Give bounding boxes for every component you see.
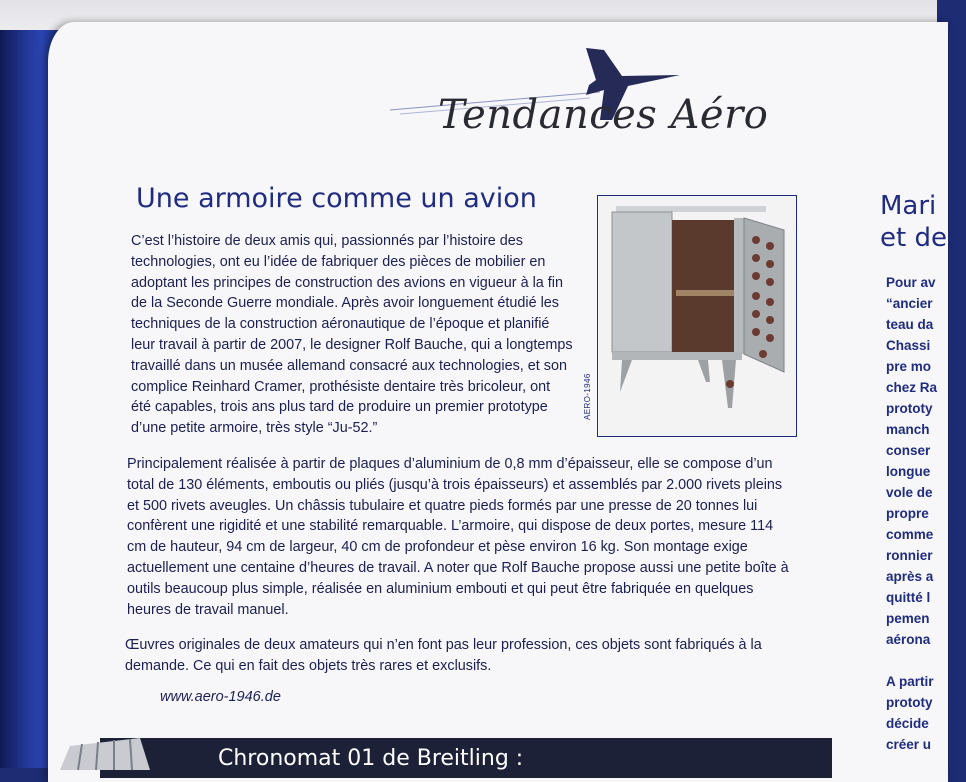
next-column-line: “ancier [886, 296, 933, 311]
photo-credit: AERO-1946 [583, 373, 592, 420]
next-column [880, 190, 960, 752]
next-column-line: Chassi [886, 338, 931, 353]
next-column-line: créer u [886, 737, 932, 752]
next-column-title: Mari et de [880, 191, 947, 253]
article-paragraph-2: Principalement réalisée à partir de plaques d’aluminium de 0,8 mm d’épaisseur, elle se compose d’un total de 130 éléments, emboutis ou pliés (jusqu’à trois épaisseurs) et assemblés par 2.000 rivets pleins et 500 rivets aveugles. Un châssis tubulaire et quatre pieds formés par une presse de 20 tonnes lui confèrent une rigidité et une stabilité remarquable. L’armoire, qui dispose de deux portes, mesure 114 cm de hauteur, 94 cm de largeur, 40 cm de profondeur et pèse environ 16 kg. Son montage exige actuellement une centaine d’heures de travail. A noter que Rolf Bauche propose aussi une petite boîte à outils beaucoup plus simple, réalisée en aluminium embouti et qui peut être fabriquée en quelques heures de travail manuel. [127, 456, 789, 618]
next-column-line: Pour av [886, 275, 936, 290]
next-column-line: pemen [886, 611, 930, 626]
next-column-line: aérona [886, 632, 931, 647]
next-column-line: prototy [886, 401, 933, 416]
section-title: Tendances Aéro [438, 92, 769, 138]
next-column-line: décide [886, 716, 929, 731]
article-paragraph-1: C’est l’histoire de deux amis qui, passionnés par l’histoire des technologies, ont eu l’idée de fabriquer des pièces de mobilier en adoptant les principes de construction des avions en vigueur à la fin de la Seconde Guerre mondiale. Après avoir longuement étudié les techniques de la construction aéronautique de l’époque et planifié leur travail à partir de 2007, le designer Rolf Bauche, qui a longtemps travaillé dans un musée allemand consacré aux technologies, et son complice Reinhard Cramer, prothésiste dentaire très bricoleur, ont été capables, trois ans plus tard de produire un premier prototype d’une petite armoire, très style “Ju-52.” [131, 233, 573, 437]
next-column-line: prototy [886, 695, 933, 710]
next-column-line: propre [886, 506, 929, 521]
next-column-line: chez Ra [886, 380, 938, 395]
next-article-title: Chronomat 01 de Breitling : [218, 746, 524, 771]
next-column-line [886, 650, 966, 671]
next-column-line: pre mo [886, 359, 932, 374]
article-paragraph-3: Œuvres originales de deux amateurs qui n’en font pas leur profession, ces objets sont fabriqués à la demande. Ce qui en fait des objets très rares et exclusifs. [125, 637, 762, 674]
website-link[interactable]: www.aero-1946.de [160, 689, 281, 705]
next-column-line: comme [886, 527, 934, 542]
next-column-line: manch [886, 422, 930, 437]
next-column-line: quitté l [886, 590, 931, 605]
aluminium-cabinet-illustration [598, 196, 796, 436]
section-header [390, 40, 790, 150]
article-title: Une armoire comme un avion [136, 183, 537, 214]
cabinet-photo [597, 195, 797, 437]
next-column-text [886, 272, 966, 755]
next-column-line: conser [886, 443, 931, 458]
next-column-line: A partir [886, 674, 934, 689]
next-column-line: vole de [886, 485, 933, 500]
watch-bracelet-icon [60, 730, 150, 770]
next-column-line: teau da [886, 317, 934, 332]
next-column-line: ronnier [886, 548, 933, 563]
next-column-line: après a [886, 569, 934, 584]
next-column-line: longue [886, 464, 931, 479]
